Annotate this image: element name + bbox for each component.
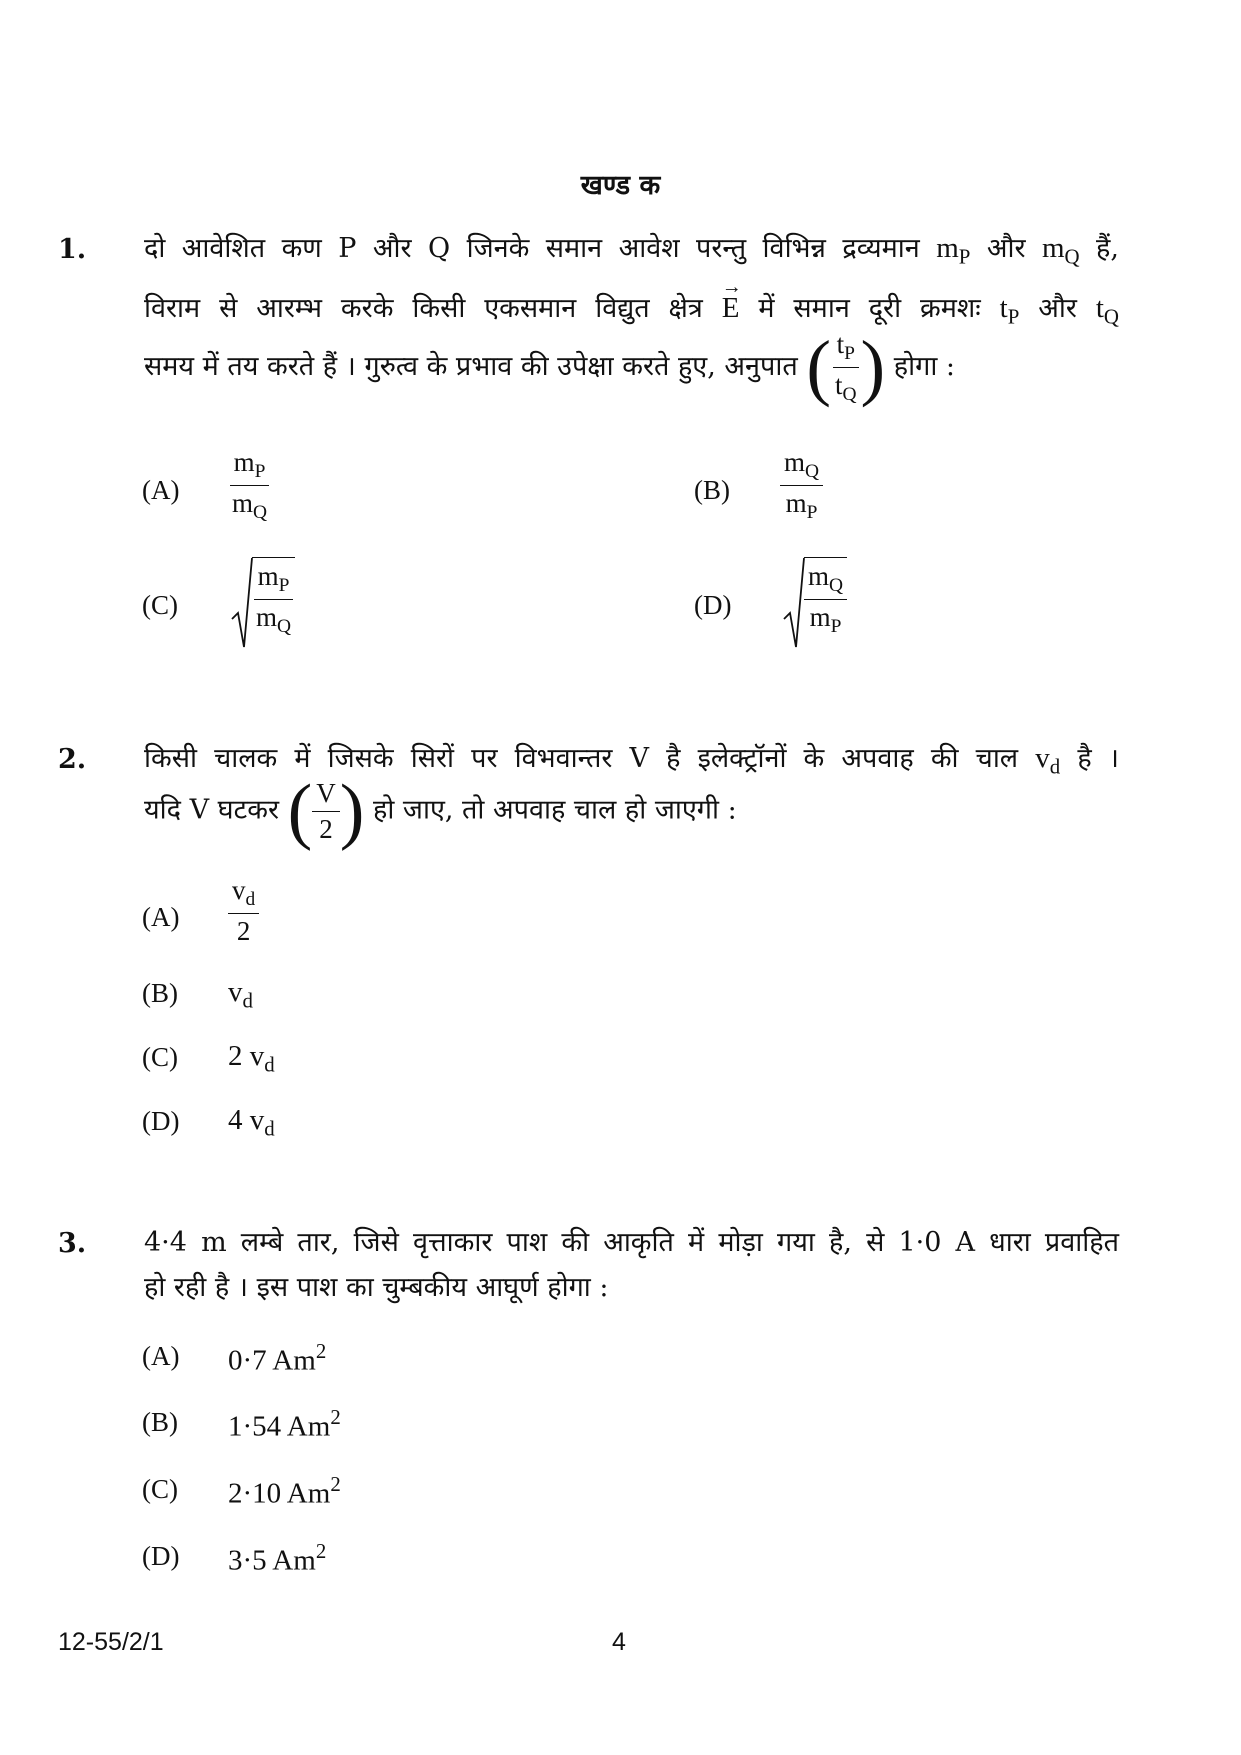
q1-option-d-value <box>782 557 847 637</box>
question-1-line-2: विराम से आरम्भ करके किसी एकसमान विद्युत क्षेत्र → E में समान दूरी क्रमशः $t_P$ और $t_Q$ <box>144 276 1119 329</box>
question-1-line-1: दो आवेशित कण P और Q जिनके समान आवेश परन्तु विभिन्न द्रव्यमान $m_P$ और $m_Q$ हैं, <box>144 232 1119 269</box>
q3-option-c-label: (C) <box>142 1474 178 1504</box>
q2-option-b-label: (B) <box>142 978 178 1008</box>
q3-option-d-label: (D) <box>142 1541 180 1571</box>
q2-option-d-label: (D) <box>142 1106 180 1136</box>
q3-option-b-label: (B) <box>142 1407 178 1437</box>
q1-option-a-label: (A) <box>142 475 180 505</box>
section-heading: खण्ड क <box>580 170 661 201</box>
sqrt-sign-icon: $\frac{m_P}{m_Q}$ <box>230 557 295 637</box>
electric-field-vector: → E <box>721 276 742 324</box>
vector-arrow-icon: → <box>721 276 742 298</box>
q3-option-b-value: 1·54 Am$^2$ <box>228 1405 341 1443</box>
q3-option-a-value: 0·7 Am$^2$ <box>228 1339 327 1377</box>
q2-option-c-label: (C) <box>142 1042 178 1072</box>
q2-option-a-value: $\frac{v_d}{2}$ <box>228 876 259 946</box>
q1-option-c-value <box>230 557 295 637</box>
q1-option-d-label: (D) <box>694 590 732 620</box>
q2-option-a-label: (A) <box>142 902 180 932</box>
question-2-number: 2. <box>58 744 87 775</box>
q2-option-b-value: $v_d$ <box>228 976 253 1013</box>
q3-option-a-label: (A) <box>142 1341 180 1371</box>
question-2-line-2: यदि V घटकर ( $\frac{V}{2}$ ) हो जाए, तो अपवाह चाल हो जाएगी : <box>144 770 737 852</box>
fraction-v-over-2: $\frac{V}{2}$ <box>312 779 340 843</box>
q1-option-b-label: (B) <box>694 475 730 505</box>
q3-option-c-value: 2·10 Am$^2$ <box>228 1472 341 1510</box>
question-2-line-1: किसी चालक में जिसके सिरों पर विभवान्तर V है इलेक्ट्रॉनों के अपवाह की चाल $v_d$ है । <box>144 742 1119 779</box>
q1-option-c-label: (C) <box>142 590 178 620</box>
question-1-line-3: समय में तय करते हैं । गुरुत्व के प्रभाव की उपेक्षा करते हुए, अनुपात ( $\frac{t_P}{t_Q}$ ) होगा : <box>144 326 955 409</box>
paper-code: 12-55/2/1 <box>58 1628 164 1656</box>
q1-option-a-value: $\frac{m_P}{m_Q}$ <box>228 448 271 523</box>
q2-option-c-value: 2 $v_d$ <box>228 1040 275 1077</box>
page-number: 4 <box>612 1628 626 1656</box>
q1-option-b-value: $\frac{m_Q}{m_P}$ <box>780 448 823 523</box>
question-3-line-1: 4·4 m लम्बे तार, जिसे वृत्ताकार पाश की आकृति में मोड़ा गया है, से 1·0 A धारा प्रवाहित <box>144 1227 1119 1258</box>
question-3-number: 3. <box>58 1228 87 1259</box>
sqrt-sign-icon: $\frac{m_Q}{m_P}$ <box>782 557 847 637</box>
ratio-tp-tq: $\frac{t_P}{t_Q}$ <box>831 330 861 405</box>
question-3-line-2: हो रही है । इस पाश का चुम्बकीय आघूर्ण होगा : <box>144 1272 609 1303</box>
q2-option-d-value: 4 $v_d$ <box>228 1104 275 1141</box>
q3-option-d-value: 3·5 Am$^2$ <box>228 1539 327 1577</box>
question-1-number: 1. <box>58 234 87 265</box>
